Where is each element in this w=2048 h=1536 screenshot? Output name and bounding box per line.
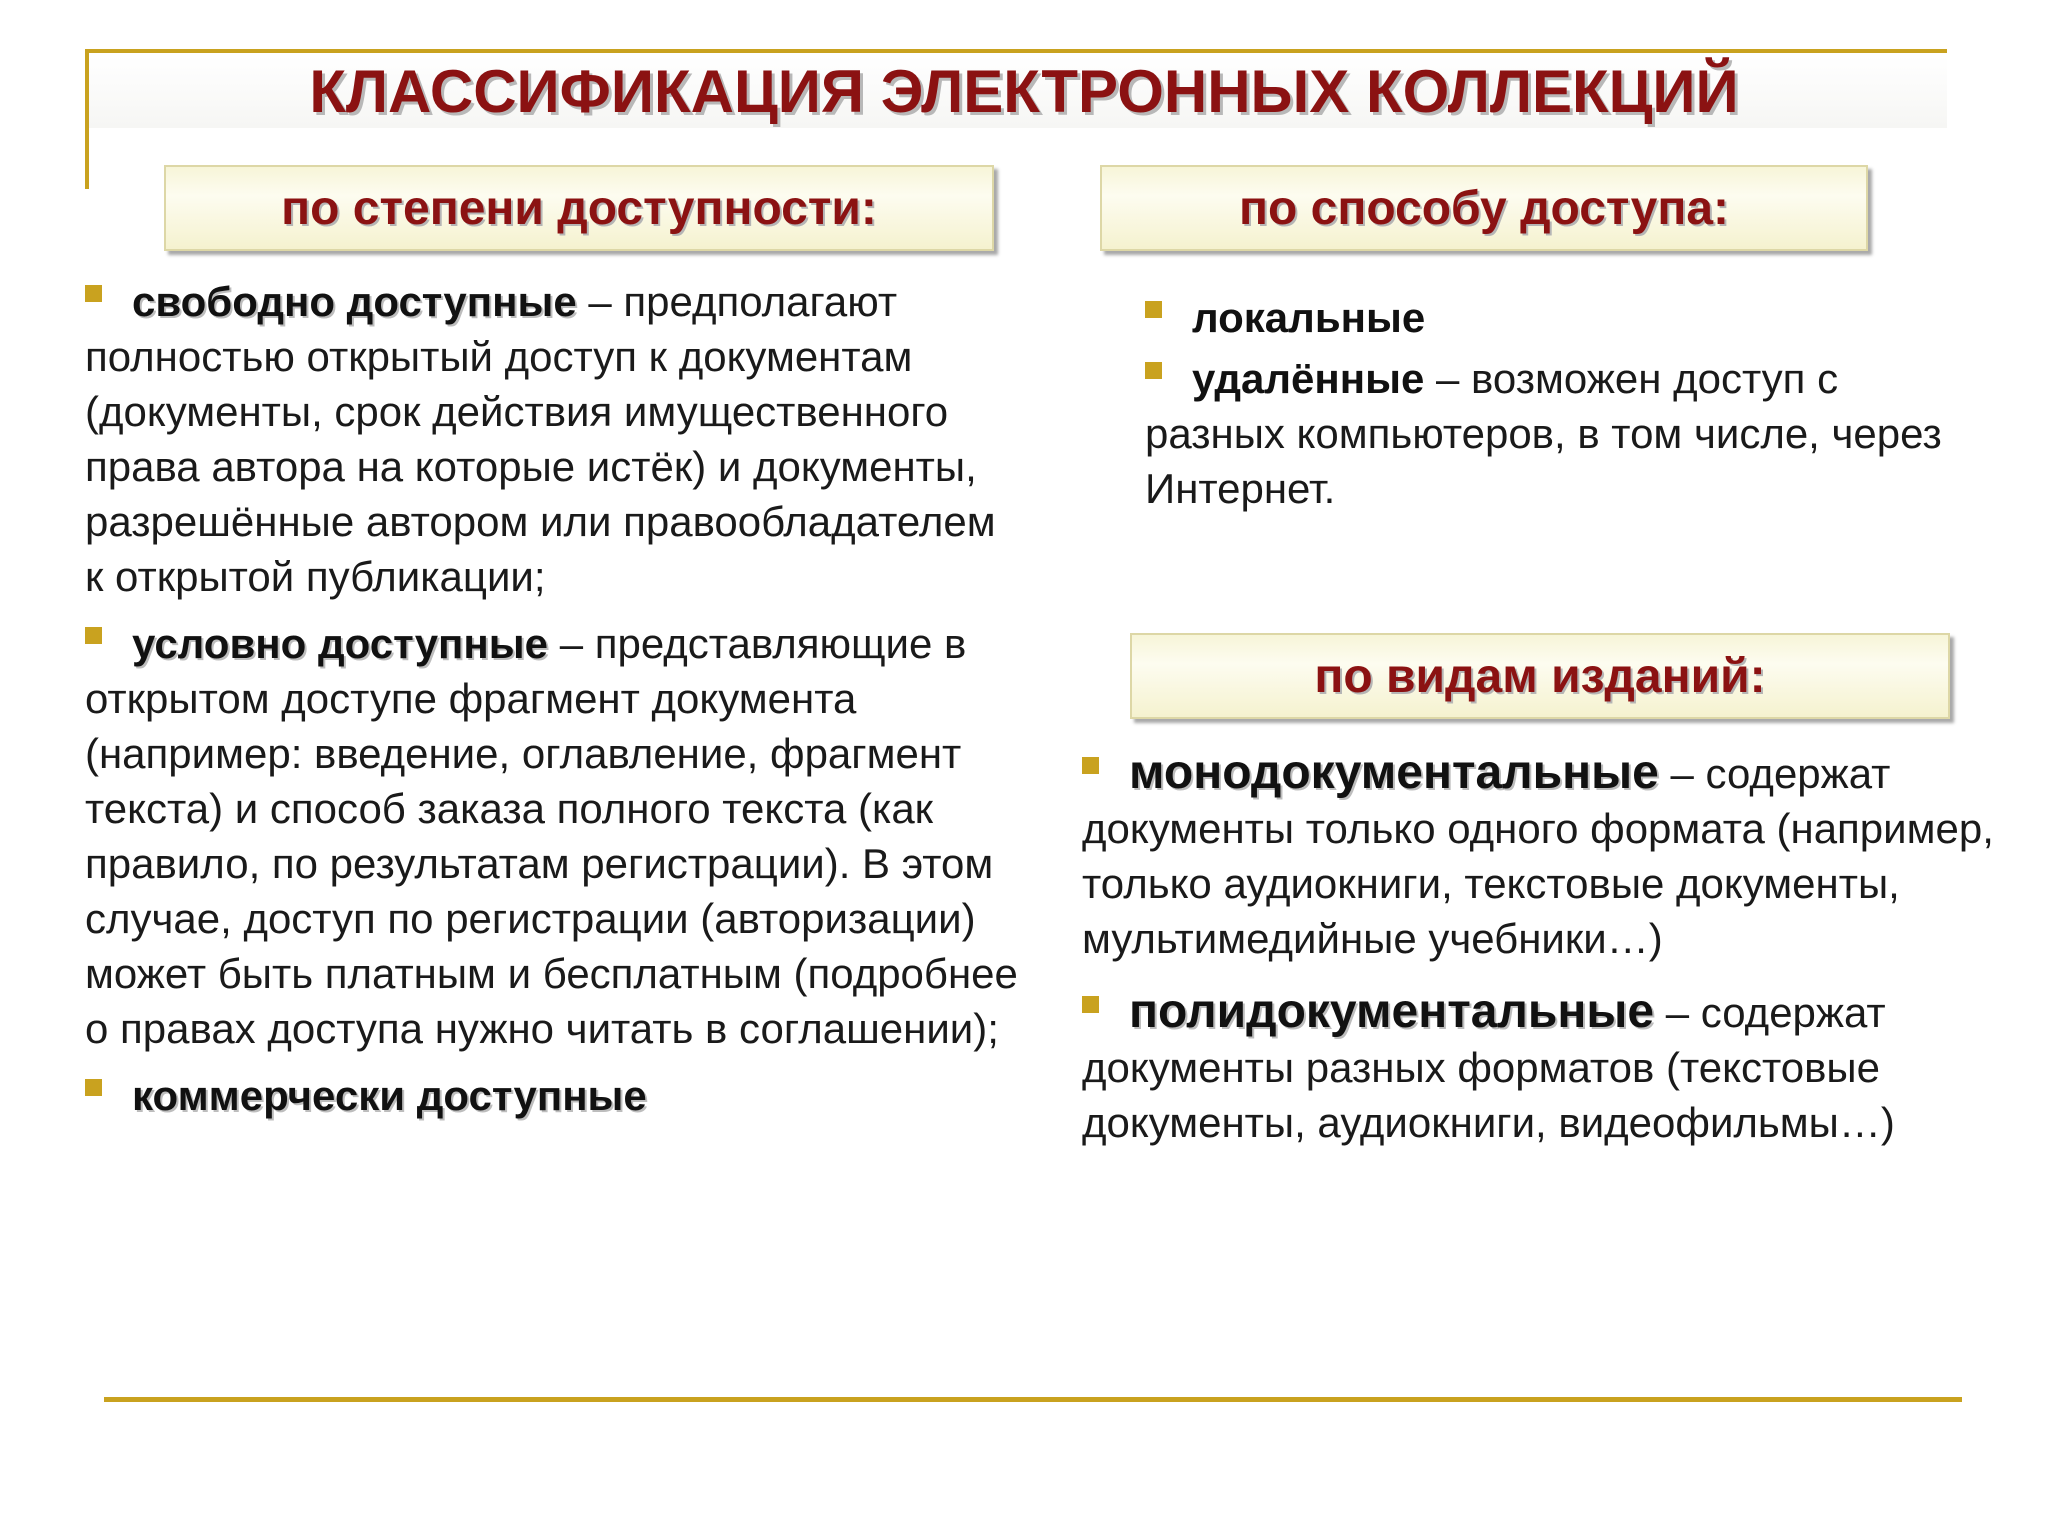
list-item-commercial-access (85, 1068, 1025, 1123)
item-term: полидокументальные (1129, 985, 1655, 1038)
section-header-publication-types: по видам изданий: (1130, 633, 1950, 719)
list-item-local (1145, 290, 1945, 345)
section-header-access-method: по способу доступа: (1100, 165, 1868, 251)
publication-types-list (1082, 745, 2002, 1168)
page-title: КЛАССИФИКАЦИЯ ЭЛЕКТРОННЫХ КОЛЛЕКЦИЙ (309, 58, 1739, 125)
square-bullet-icon (1145, 301, 1162, 318)
list-item-remote (1145, 351, 1945, 516)
item-description: – предполагают полностью открытый доступ к документам (документы, срок действия имущественного права автора на которые истёк) и документы, разрешённые автором или правообладателем к открытой публикации; (85, 278, 996, 600)
square-bullet-icon (1082, 996, 1099, 1013)
list-item-free-access (85, 274, 1025, 604)
item-description: – содержат документы разных форматов (текстовые документы, аудиокниги, видеофильмы…) (1082, 989, 1895, 1146)
square-bullet-icon (85, 285, 102, 302)
item-description: – представляющие в открытом доступе фрагмент документа (например: введение, оглавление, фрагмент текста) и способ заказа полного текста (как правило, по результатам регистрации). В этом случае, доступ по регистрации (авторизации) может быть платным и бесплатным (подробнее о правах доступа нужно читать в соглашении); (85, 620, 1018, 1052)
list-item-monodocumentary (1082, 745, 2002, 966)
item-term: свободно доступные (132, 278, 577, 325)
item-description: – содержат документы только одного формата (например, только аудиокниги, текстовые документы, мультимедийные учебники…) (1082, 750, 1994, 962)
item-term: коммерчески доступные (132, 1072, 647, 1119)
list-item-polydocumentary (1082, 984, 2002, 1150)
square-bullet-icon (1082, 757, 1099, 774)
item-term: локальные (1192, 294, 1426, 341)
item-term: монодокументальные (1129, 746, 1659, 799)
square-bullet-icon (85, 1079, 102, 1096)
bottom-divider (104, 1397, 1962, 1402)
top-frame-line (85, 49, 1947, 53)
item-description: – возможен доступ с разных компьютеров, в том числе, через Интернет. (1145, 355, 1942, 512)
square-bullet-icon (85, 627, 102, 644)
list-item-conditional-access (85, 616, 1025, 1056)
access-method-list (1145, 290, 1945, 522)
item-term: условно доступные (132, 620, 549, 667)
section-header-availability: по степени доступности: (164, 165, 994, 251)
square-bullet-icon (1145, 362, 1162, 379)
availability-list (85, 274, 1025, 1135)
item-term: удалённые (1192, 355, 1425, 402)
